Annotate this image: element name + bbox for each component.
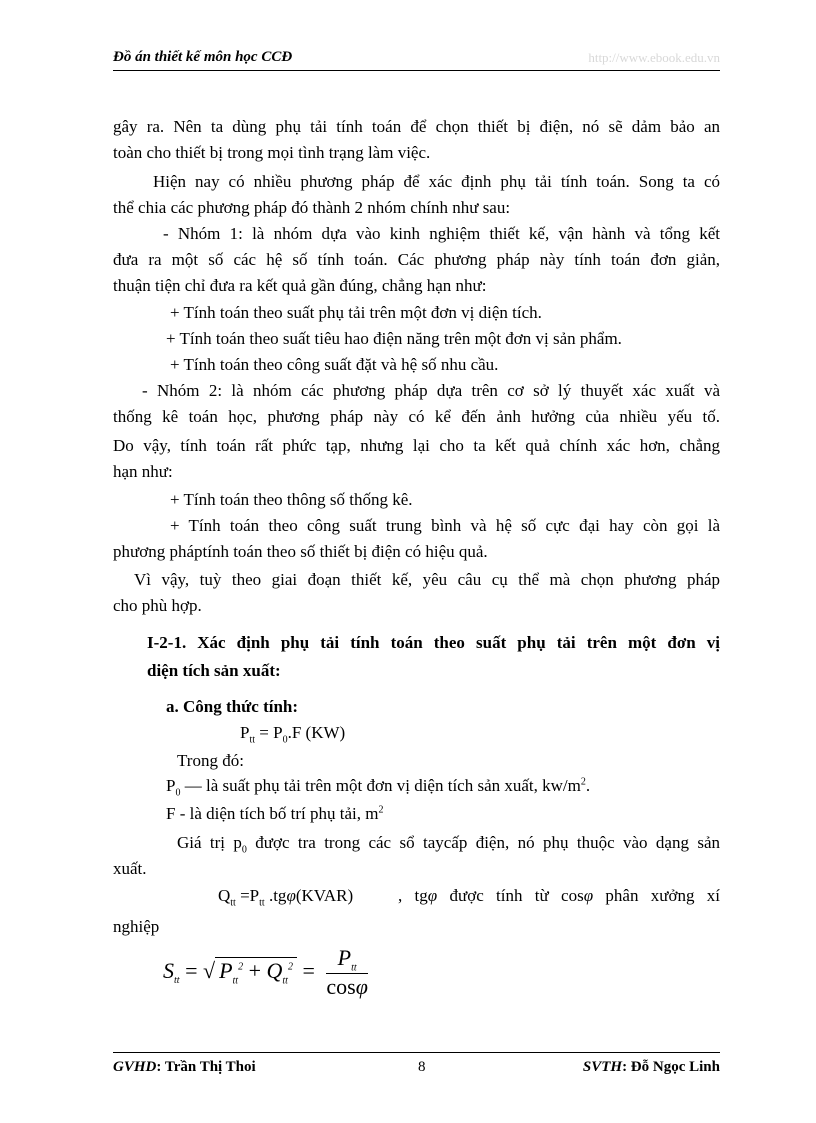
page-number: 8 bbox=[418, 1059, 426, 1075]
formula-stt: $S_{tt}$ = √ $P_{tt}^2 + Q_{tt}^2$ = $\frac{P_{tt}}{\cos\varphi}$ bbox=[163, 945, 368, 1000]
header-title: Đồ án thiết kế môn học CCĐ bbox=[113, 49, 293, 65]
text-line: F - là diện tích bố trí phụ tải, $m^2$ bbox=[166, 804, 384, 823]
formula-qtt: $Q_{tt} =P_{tt}$ .tgφ(KVAR) bbox=[218, 886, 354, 909]
section-heading: I-2-1. Xác định phụ tải tính toán theo suất phụ tải trên một đơn vị bbox=[147, 633, 720, 652]
text-line: đưa ra một số các hệ số tính toán. Các phương pháp này tính toán đơn giản, bbox=[113, 250, 720, 269]
text-line: Giá trị $p_0$ được tra trong các sổ taycấp điện, nó phụ thuộc vào dạng sản bbox=[177, 833, 720, 856]
text-line: + Tính toán theo thông số thống kê. bbox=[170, 490, 413, 509]
formula-ptt: $P_{tt} = P_0.F$ (KW) bbox=[240, 723, 346, 746]
text-line: Hiện nay có nhiều phương pháp để xác định phụ tải tính toán. Song ta có bbox=[153, 172, 720, 191]
text-line: gây ra. Nên ta dùng phụ tải tính toán để chọn thiết bị điện, nó sẽ dảm bảo an bbox=[113, 117, 720, 136]
text-line: phương pháptính toán theo số thiết bị điện có hiệu quả. bbox=[113, 542, 488, 561]
subsection-heading: a. Công thức tính: bbox=[166, 697, 299, 716]
text-line: cho phù hợp. bbox=[113, 596, 202, 615]
page-footer bbox=[113, 1052, 720, 1079]
text-line: - Nhóm 1: là nhóm dựa vào kinh nghiệm thiết kế, vận hành và tổng kết bbox=[163, 224, 720, 243]
text-line: hạn như: bbox=[113, 462, 173, 481]
text-line: Trong đó: bbox=[177, 751, 244, 770]
text-line: - Nhóm 2: là nhóm các phương pháp dựa trên cơ sở lý thuyết xác xuất và bbox=[142, 381, 720, 400]
text-line: , tgφ được tính từ cosφ phân xưởng xí bbox=[398, 886, 720, 905]
footer-gvhd: GVHD: Trần Thị Thoi bbox=[113, 1059, 256, 1075]
text-line: + Tính toán theo công suất trung bình và hệ số cực đại hay còn gọi là bbox=[170, 516, 720, 535]
footer-svth: SVTH: Đỗ Ngọc Linh bbox=[582, 1059, 720, 1075]
text-line: Do vậy, tính toán rất phức tạp, nhưng lại cho ta kết quả chính xác hơn, chẳng bbox=[113, 436, 720, 455]
text-line: xuất. bbox=[113, 859, 147, 878]
header-url[interactable]: http://www.ebook.edu.vn bbox=[588, 50, 720, 65]
text-line: nghiệp bbox=[113, 917, 160, 936]
text-line: $P_0$ — là suất phụ tải trên một đơn vị diện tích sản xuất, $kw/m^2$. bbox=[166, 776, 591, 799]
page-header bbox=[113, 46, 720, 71]
section-heading-cont: diện tích sản xuất: bbox=[147, 661, 281, 680]
text-line: + Tính toán theo suất phụ tải trên một đơn vị diện tích. bbox=[170, 303, 542, 322]
text-line: thống kê toán học, phương pháp này có kể đến ảnh hưởng của nhiều yếu tố. bbox=[113, 407, 720, 426]
text-line: thể chia các phương pháp đó thành 2 nhóm chính như sau: bbox=[113, 198, 511, 217]
text-line: + Tính toán theo suất tiêu hao điện năng trên một đơn vị sản phẩm. bbox=[166, 329, 622, 348]
text-line: toàn cho thiết bị trong mọi tình trạng làm việc. bbox=[113, 143, 431, 162]
text-line: Vì vậy, tuỳ theo giai đoạn thiết kế, yêu câu cụ thể mà chọn phương pháp bbox=[134, 570, 720, 589]
text-line: thuận tiện chỉ đưa ra kết quả gần đúng, chẳng hạn như: bbox=[113, 276, 487, 295]
text-line: + Tính toán theo công suất đặt và hệ số nhu cầu. bbox=[170, 355, 499, 374]
